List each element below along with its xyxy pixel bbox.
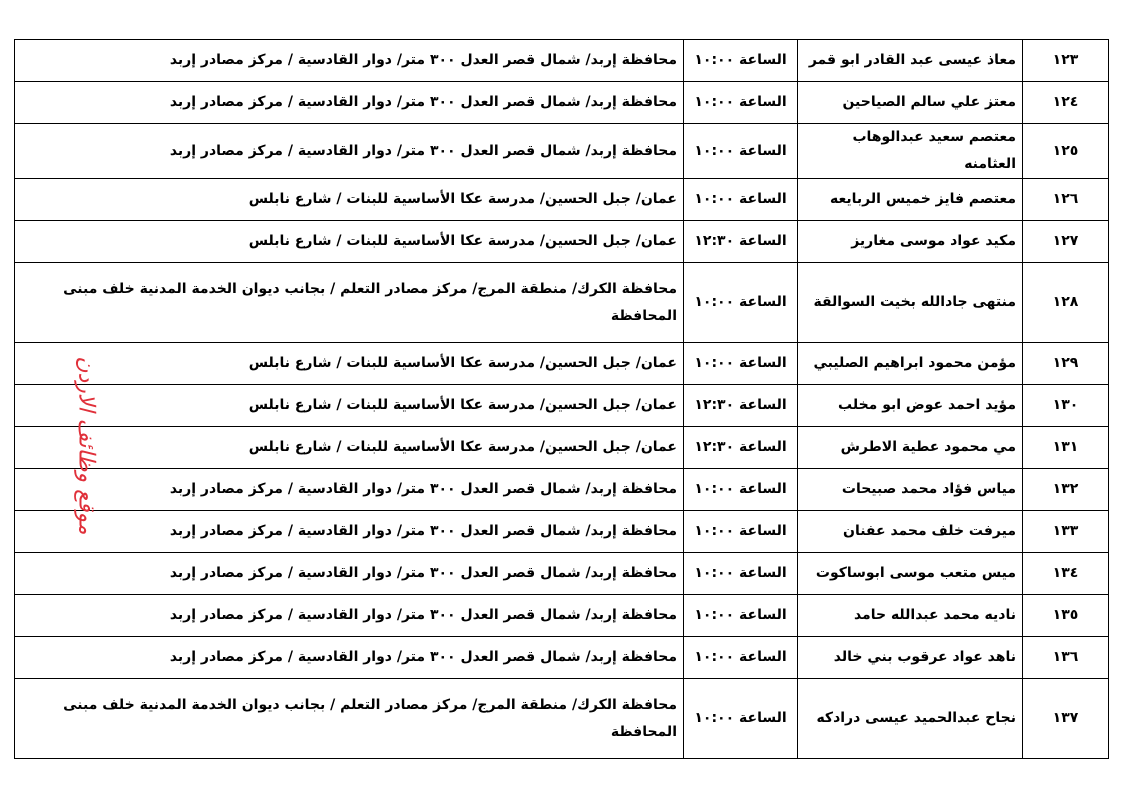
- exam-time: الساعة ١٠:٠٠: [684, 553, 798, 595]
- table-row: [15, 179, 1109, 221]
- applicant-name: منتهى جادالله بخيت السوالقة: [798, 263, 1023, 343]
- row-number: ١٣٢: [1023, 469, 1109, 511]
- applicant-name: مؤمن محمود ابراهيم الصليبي: [798, 343, 1023, 385]
- exam-time: الساعة ١٠:٠٠: [684, 263, 798, 343]
- exam-time: الساعة ١٠:٠٠: [684, 179, 798, 221]
- row-number: ١٢٣: [1023, 40, 1109, 82]
- exam-time: الساعة ١٠:٠٠: [684, 511, 798, 553]
- exam-time: الساعة ١٠:٠٠: [684, 637, 798, 679]
- applicant-name: ميس متعب موسى ابوساكوت: [798, 553, 1023, 595]
- applicant-name: مكيد عواد موسى مغاريز: [798, 221, 1023, 263]
- exam-location: عمان/ جبل الحسين/ مدرسة عكا الأساسية للبنات / شارع نابلس: [15, 385, 684, 427]
- applicant-name: معتز علي سالم الصياحين: [798, 82, 1023, 124]
- schedule-table: [14, 39, 1109, 759]
- exam-time: الساعة ١٠:٠٠: [684, 469, 798, 511]
- applicant-name: مياس فؤاد محمد صبيحات: [798, 469, 1023, 511]
- applicant-name: معتصم فايز خميس الربايعه: [798, 179, 1023, 221]
- row-number: ١٣٣: [1023, 511, 1109, 553]
- table-row: [15, 263, 1109, 343]
- exam-time: الساعة ١٠:٠٠: [684, 40, 798, 82]
- exam-location: محافظة إربد/ شمال قصر العدل ٣٠٠ متر/ دوار القادسية / مركز مصادر إربد: [15, 124, 684, 179]
- row-number: ١٣٧: [1023, 679, 1109, 759]
- exam-location: محافظة إربد/ شمال قصر العدل ٣٠٠ متر/ دوار القادسية / مركز مصادر إربد: [15, 82, 684, 124]
- row-number: ١٢٩: [1023, 343, 1109, 385]
- table-row: [15, 343, 1109, 385]
- exam-time: الساعة ١٢:٣٠: [684, 221, 798, 263]
- exam-location: عمان/ جبل الحسين/ مدرسة عكا الأساسية للبنات / شارع نابلس: [15, 221, 684, 263]
- exam-time: الساعة ١٠:٠٠: [684, 343, 798, 385]
- table-row: [15, 595, 1109, 637]
- exam-location: عمان/ جبل الحسين/ مدرسة عكا الأساسية للبنات / شارع نابلس: [15, 343, 684, 385]
- exam-time: الساعة ١٠:٠٠: [684, 679, 798, 759]
- applicant-name: معاذ عيسى عبد القادر ابو قمر: [798, 40, 1023, 82]
- exam-time: الساعة ١٠:٠٠: [684, 82, 798, 124]
- schedule-sheet: [14, 39, 1109, 759]
- table-row: [15, 82, 1109, 124]
- table-row: [15, 679, 1109, 759]
- table-row: [15, 469, 1109, 511]
- row-number: ١٣١: [1023, 427, 1109, 469]
- row-number: ١٣٤: [1023, 553, 1109, 595]
- exam-time: الساعة ١٠:٠٠: [684, 595, 798, 637]
- row-number: ١٢٨: [1023, 263, 1109, 343]
- table-row: [15, 427, 1109, 469]
- table-row: [15, 511, 1109, 553]
- row-number: ١٣٦: [1023, 637, 1109, 679]
- table-row: [15, 385, 1109, 427]
- exam-time: الساعة ١٢:٣٠: [684, 385, 798, 427]
- row-number: ١٢٦: [1023, 179, 1109, 221]
- table-row: [15, 124, 1109, 179]
- applicant-name: مؤيد احمد عوض ابو مخلب: [798, 385, 1023, 427]
- exam-location: محافظة إربد/ شمال قصر العدل ٣٠٠ متر/ دوار القادسية / مركز مصادر إربد: [15, 469, 684, 511]
- row-number: ١٣٥: [1023, 595, 1109, 637]
- exam-time: الساعة ١٠:٠٠: [684, 124, 798, 179]
- exam-location: محافظة إربد/ شمال قصر العدل ٣٠٠ متر/ دوار القادسية / مركز مصادر إربد: [15, 637, 684, 679]
- row-number: ١٢٥: [1023, 124, 1109, 179]
- applicant-name: ناديه محمد عبدالله حامد: [798, 595, 1023, 637]
- exam-location: عمان/ جبل الحسين/ مدرسة عكا الأساسية للبنات / شارع نابلس: [15, 427, 684, 469]
- exam-location: محافظة إربد/ شمال قصر العدل ٣٠٠ متر/ دوار القادسية / مركز مصادر إربد: [15, 553, 684, 595]
- row-number: ١٣٠: [1023, 385, 1109, 427]
- table-row: [15, 221, 1109, 263]
- applicant-name: نجاح عبدالحميد عيسى درادكه: [798, 679, 1023, 759]
- exam-location: محافظة الكرك/ منطقة المرج/ مركز مصادر التعلم / بجانب ديوان الخدمة المدنية خلف مبنى المحافظة: [15, 263, 684, 343]
- applicant-name: مي محمود عطية الاطرش: [798, 427, 1023, 469]
- watermark-text: موقع وظائف الاردن: [73, 355, 99, 535]
- exam-location: محافظة إربد/ شمال قصر العدل ٣٠٠ متر/ دوار القادسية / مركز مصادر إربد: [15, 40, 684, 82]
- applicant-name: ميرفت خلف محمد عفنان: [798, 511, 1023, 553]
- applicant-name: ناهد عواد عرقوب بني خالد: [798, 637, 1023, 679]
- row-number: ١٢٧: [1023, 221, 1109, 263]
- exam-time: الساعة ١٢:٣٠: [684, 427, 798, 469]
- table-row: [15, 40, 1109, 82]
- exam-location: محافظة إربد/ شمال قصر العدل ٣٠٠ متر/ دوار القادسية / مركز مصادر إربد: [15, 511, 684, 553]
- row-number: ١٢٤: [1023, 82, 1109, 124]
- table-row: [15, 553, 1109, 595]
- exam-location: محافظة الكرك/ منطقة المرج/ مركز مصادر التعلم / بجانب ديوان الخدمة المدنية خلف مبنى المحافظة: [15, 679, 684, 759]
- applicant-name: معتصم سعيد عبدالوهاب العثامنه: [798, 124, 1023, 179]
- exam-location: محافظة إربد/ شمال قصر العدل ٣٠٠ متر/ دوار القادسية / مركز مصادر إربد: [15, 595, 684, 637]
- table-row: [15, 637, 1109, 679]
- exam-location: عمان/ جبل الحسين/ مدرسة عكا الأساسية للبنات / شارع نابلس: [15, 179, 684, 221]
